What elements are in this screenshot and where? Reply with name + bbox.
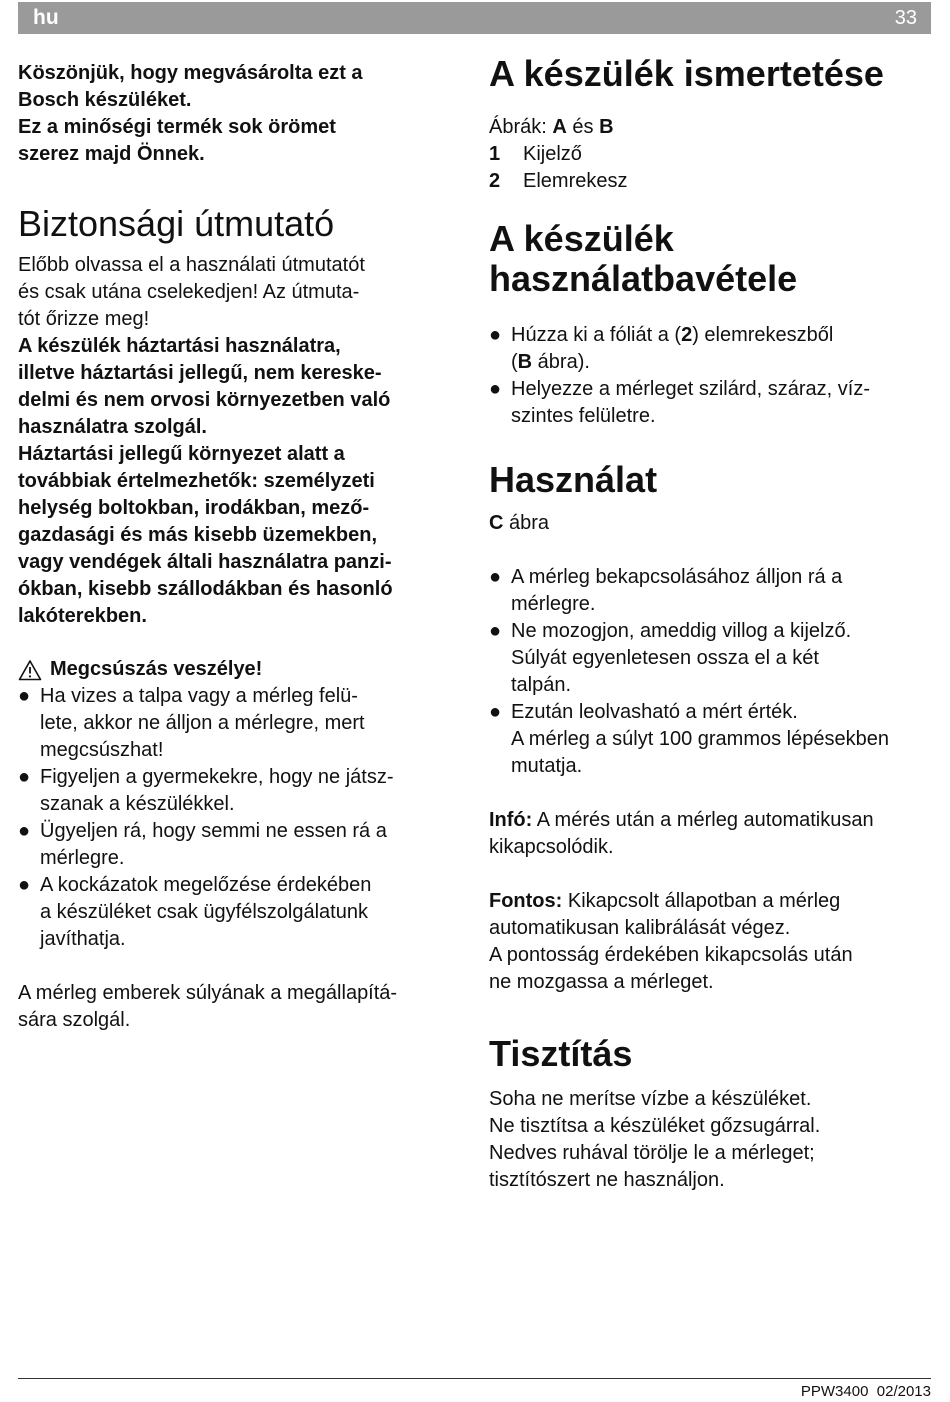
figure-a: A	[552, 116, 567, 138]
list-item-line: A mérleg a súlyt 100 grammos lépésekben	[511, 728, 889, 750]
safety-intro-line: és csak utána cselekedjen! Az útmuta-	[18, 281, 360, 303]
part-label: Elemrekesz	[523, 170, 628, 192]
safety-intro-line: Előbb olvassa el a használati útmutatót	[18, 254, 365, 276]
figure-b: B	[599, 116, 614, 138]
intro-line: Köszönjük, hogy megvásárolta ezt a	[18, 62, 363, 84]
safety-line: használatra szolgál.	[18, 416, 207, 438]
list-item	[18, 764, 458, 818]
list-item-line: Helyezze a mérleget szilárd, száraz, víz-	[511, 378, 871, 400]
use-title: Használat	[489, 459, 658, 500]
list-item-line: talpán.	[511, 674, 572, 696]
bullet-icon: ●	[489, 701, 502, 723]
list-item	[489, 322, 934, 376]
page-number: 33	[894, 7, 917, 29]
safety-line: Háztartási jellegű környezet alatt a	[18, 443, 345, 465]
warning-heading	[18, 656, 458, 683]
list-item-line: mérlegre.	[40, 847, 125, 869]
use-bullet-list	[489, 564, 934, 780]
info-note	[489, 807, 934, 861]
list-item-line: Ügyeljen rá, hogy semmi ne essen rá a	[40, 820, 387, 842]
intro-line: Bosch készüléket.	[18, 89, 192, 111]
list-item-line: Súlyát egyenletesen ossza el a két	[511, 647, 819, 669]
info-line: kikapcsolódik.	[489, 836, 614, 858]
right-column	[489, 54, 934, 1194]
info-label: Infó:	[489, 809, 533, 831]
figure-reference: B	[517, 351, 533, 373]
safety-intro-line: tót őrizze meg!	[18, 308, 150, 330]
list-item	[489, 376, 934, 430]
safety-household-definition	[18, 441, 458, 630]
bullet-icon: ●	[489, 566, 502, 588]
warning-bullet-list	[18, 683, 458, 953]
safety-line: delmi és nem orvosi környezetben való	[18, 389, 391, 411]
safety-line: helység boltokban, irodákban, mező-	[18, 497, 370, 519]
safety-line: lakóterekben.	[18, 605, 147, 627]
warning-triangle-icon	[18, 659, 42, 681]
warning-title: Megcsúszás veszélye!	[50, 658, 263, 680]
language-code: hu	[33, 6, 59, 29]
important-line: A pontosság érdekében kikapcsolás után	[489, 944, 853, 966]
list-item-line: Ezután leolvasható a mért érték.	[511, 701, 798, 723]
safety-line: illetve háztartási jellegű, nem kereske-	[18, 362, 382, 384]
text-fragment: Húzza ki a fóliát a (	[511, 324, 682, 346]
footer	[801, 1383, 931, 1400]
cleaning-paragraph	[489, 1086, 934, 1194]
important-text: Kikapcsolt állapotban a mérleg	[567, 890, 841, 912]
safety-line: továbbiak értelmezhetők: személyzeti	[18, 470, 375, 492]
part-label: Kijelző	[523, 143, 582, 165]
left-column	[18, 58, 458, 1034]
safety-intro	[18, 252, 458, 333]
text-fragment: ) elemrekeszből	[692, 324, 834, 346]
intro-line: Ez a minőségi termék sok örömet	[18, 116, 336, 138]
part-item	[489, 141, 934, 168]
description-title: A készülék ismertetése	[489, 53, 884, 94]
bullet-icon: ●	[18, 685, 31, 707]
startup-title	[489, 219, 934, 299]
info-line	[489, 807, 934, 834]
list-item	[489, 699, 934, 780]
startup-bullet-list	[489, 322, 934, 430]
part-reference: 2	[681, 324, 693, 346]
use-figure-line	[489, 510, 934, 537]
list-item-line: Ha vizes a talpa vagy a mérleg felü-	[40, 685, 358, 707]
list-item	[489, 564, 934, 618]
bullet-icon: ●	[18, 766, 31, 788]
cleaning-line: tisztítószert ne használjon.	[489, 1169, 725, 1191]
intro-paragraph	[18, 60, 458, 168]
important-note	[489, 888, 934, 996]
figure-c: C	[489, 512, 504, 534]
important-line	[489, 888, 934, 915]
safety-line: gazdasági és más kisebb üzemekben,	[18, 524, 378, 546]
safety-household-use	[18, 333, 458, 441]
purpose-line: sára szolgál.	[18, 1009, 131, 1031]
list-item-line: Ne mozogjon, ameddig villog a kijelző.	[511, 620, 852, 642]
figures-and: és	[572, 116, 594, 138]
safety-title: Biztonsági útmutató	[18, 203, 335, 244]
purpose-paragraph	[18, 980, 458, 1034]
list-item-line: mutatja.	[511, 755, 583, 777]
part-number: 2	[489, 170, 501, 192]
list-item-line: szintes felületre.	[511, 405, 656, 427]
safety-line: A készülék háztartási használatra,	[18, 335, 341, 357]
part-item	[489, 168, 934, 195]
list-item-line: Figyeljen a gyermekekre, hogy ne játsz-	[40, 766, 394, 788]
figure-label: ábra	[509, 512, 550, 534]
safety-line: ókban, kisebb szállodákban és hasonló	[18, 578, 393, 600]
footer-divider	[18, 1378, 931, 1379]
header-bar	[18, 2, 931, 34]
bullet-icon: ●	[18, 820, 31, 842]
cleaning-line: Soha ne merítse vízbe a készüléket.	[489, 1088, 812, 1110]
text-fragment: ábra).	[532, 351, 590, 373]
startup-title-line: használatbavétele	[489, 258, 798, 299]
list-item-line: a készüléket csak ügyfélszolgálatunk	[40, 901, 368, 923]
bullet-icon: ●	[18, 874, 31, 896]
model-number: PPW3400	[800, 1383, 869, 1400]
list-item-line: szanak a készülékkel.	[40, 793, 235, 815]
cleaning-line: Nedves ruhával törölje le a mérleget;	[489, 1142, 815, 1164]
part-number: 1	[489, 143, 501, 165]
figures-line	[489, 114, 934, 141]
bullet-icon: ●	[489, 378, 502, 400]
list-item-line: A mérleg bekapcsolásához álljon rá a	[511, 566, 843, 588]
intro-line: szerez majd Önnek.	[18, 143, 205, 165]
list-item-line: javíthatja.	[40, 928, 126, 950]
safety-line: vagy vendégek általi használatra panzi-	[18, 551, 392, 573]
list-item	[18, 818, 458, 872]
cleaning-line: Ne tisztítsa a készüléket gőzsugárral.	[489, 1115, 821, 1137]
purpose-line: A mérleg emberek súlyának a megállapítá-	[18, 982, 398, 1004]
list-item	[18, 872, 458, 953]
list-item-line: lete, akkor ne álljon a mérlegre, mert	[40, 712, 365, 734]
print-date: 02/2013	[876, 1383, 931, 1400]
list-item-line	[511, 322, 934, 349]
startup-title-line: A készülék	[489, 218, 674, 259]
important-label: Fontos:	[489, 890, 563, 912]
cleaning-title: Tisztítás	[489, 1033, 633, 1074]
list-item-line: A kockázatok megelőzése érdekében	[40, 874, 372, 896]
bullet-icon: ●	[489, 324, 502, 346]
figures-label: Ábrák:	[489, 116, 547, 138]
list-item	[489, 618, 934, 699]
important-line: automatikusan kalibrálását végez.	[489, 917, 791, 939]
list-item-line: (B ábra).	[511, 351, 590, 373]
list-item-line: mérlegre.	[511, 593, 596, 615]
info-text: A mérés után a mérleg automatikusan	[536, 809, 874, 831]
bullet-icon: ●	[489, 620, 502, 642]
list-item	[18, 683, 458, 764]
important-line: ne mozgassa a mérleget.	[489, 971, 714, 993]
list-item-line: megcsúszhat!	[40, 739, 164, 761]
